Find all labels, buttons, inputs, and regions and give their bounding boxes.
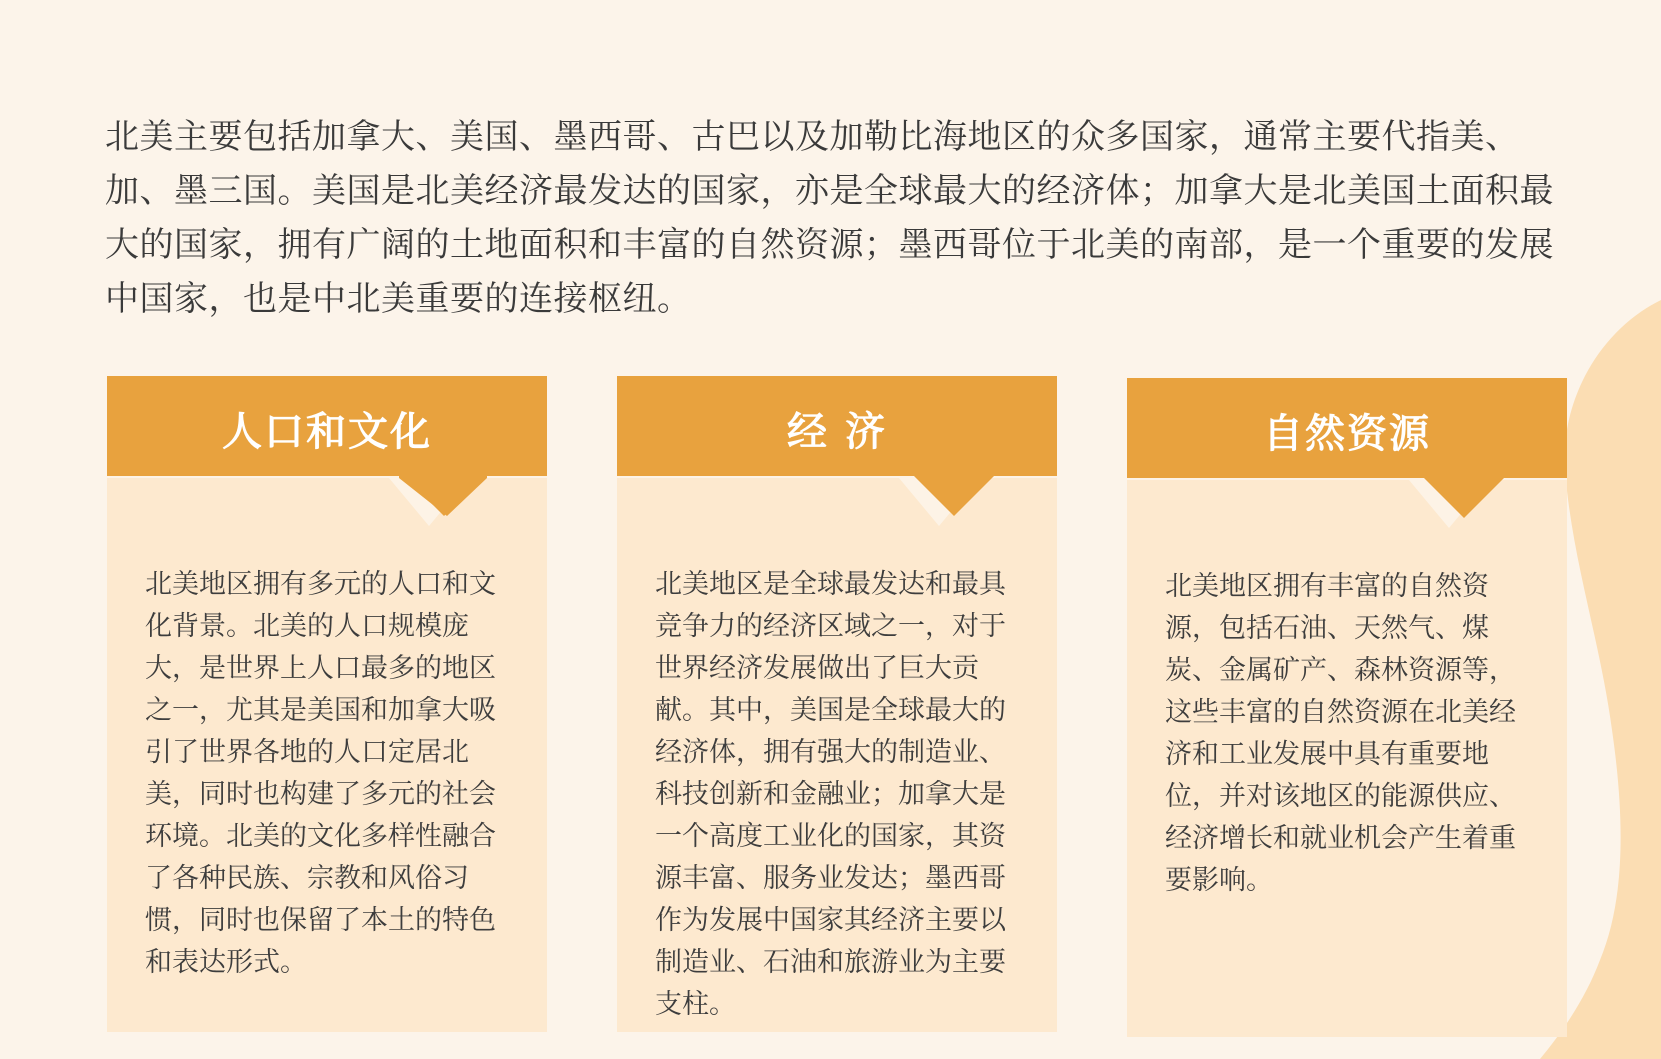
card-title: 经 济 xyxy=(787,409,887,455)
card-body: 北美地区拥有丰富的自然资源，包括石油、天然气、煤炭、金属矿产、森林资源等，这些丰富的自然资源在北美经济和工业发展中具有重要地位，并对该地区的能源供应、经济增长和就业机会产生着重要影响。 xyxy=(1165,571,1516,896)
card-natural-resources xyxy=(1127,378,1567,1037)
card-title: 人口和文化 xyxy=(222,409,432,455)
card-header xyxy=(107,376,547,526)
intro-paragraph: 北美主要包括加拿大、美国、墨西哥、古巴以及加勒比海地区的众多国家，通常主要代指美、加、墨三国。美国是北美经济最发达的国家，亦是全球最大的经济体；加拿大是北美国土面积最大的国家，拥有广阔的土地面积和丰富的自然资源；墨西哥位于北美的南部，是一个重要的发展中国家，也是中北美重要的连接枢纽。 xyxy=(105,117,1554,319)
card-header xyxy=(617,376,1057,526)
card-title: 自然资源 xyxy=(1263,411,1431,457)
card-population-culture xyxy=(107,376,547,1032)
card-economy xyxy=(617,376,1057,1032)
card-body: 北美地区是全球最发达和最具竞争力的经济区域之一，对于世界经济发展做出了巨大贡献。其中，美国是全球最大的经济体，拥有强大的制造业、科技创新和金融业；加拿大是一个高度工业化的国家，其资源丰富、服务业发达；墨西哥作为发展中国家其经济主要以制造业、石油和旅游业为主要支柱。 xyxy=(655,569,1006,1020)
card-header xyxy=(1127,378,1567,528)
card-body: 北美地区拥有多元的人口和文化背景。北美的人口规模庞大，是世界上人口最多的地区之一，尤其是美国和加拿大吸引了世界各地的人口定居北美，同时也构建了多元的社会环境。北美的文化多样性融合了各种民族、宗教和风俗习惯，同时也保留了本土的特色和表达形式。 xyxy=(145,569,496,978)
